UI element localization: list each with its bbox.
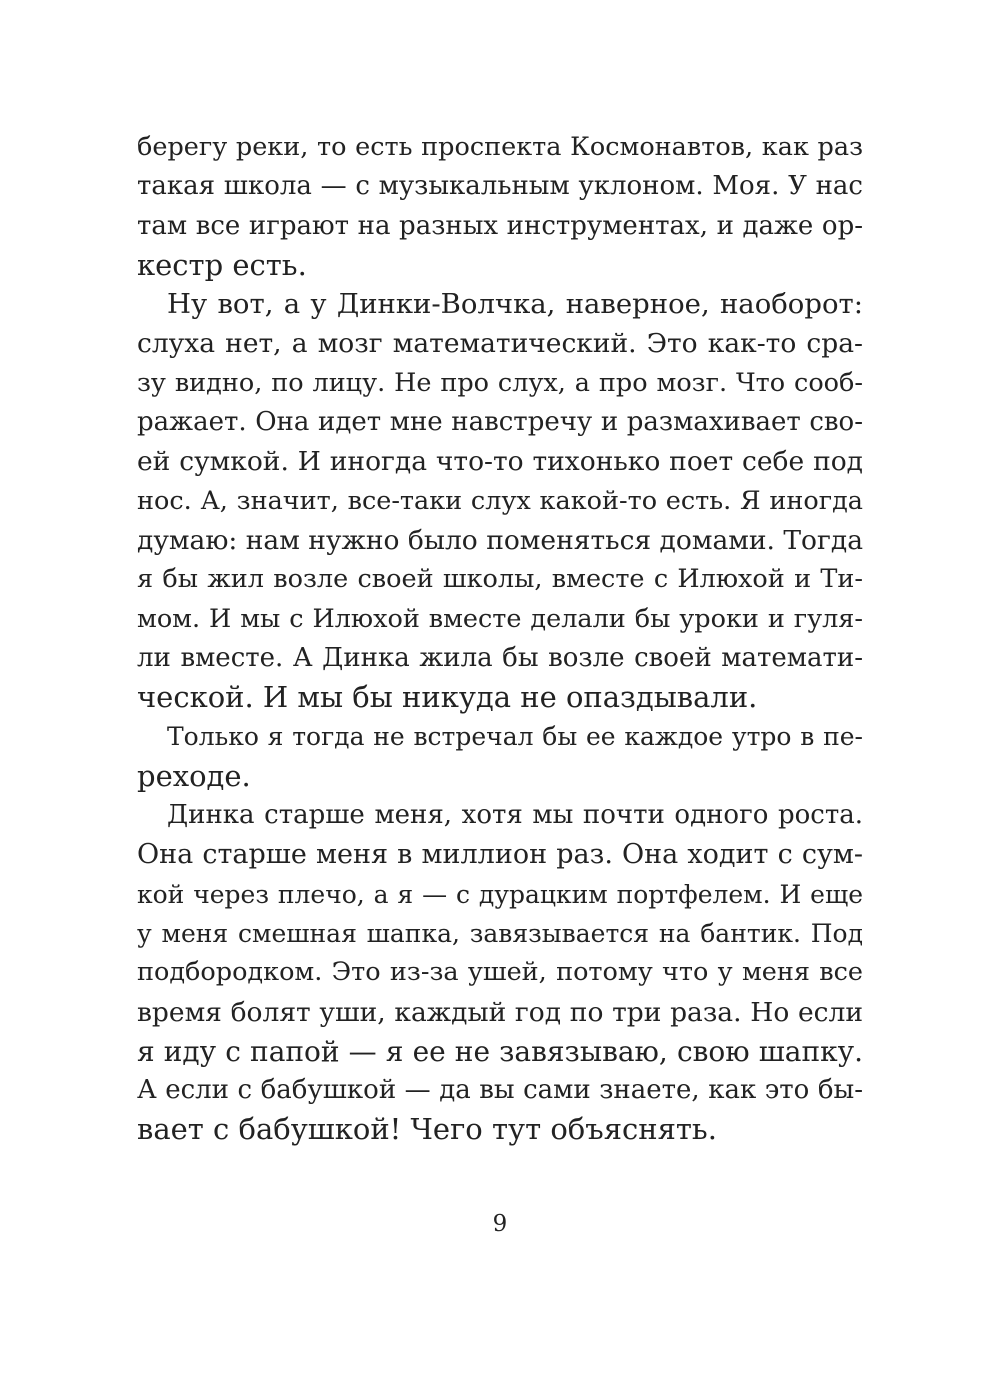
text-line: Только я тогда не встречал бы ее каждое утро в пе-	[167, 722, 863, 752]
text-line: время болят уши, каждый год по три раза. Но если	[137, 996, 863, 1028]
text-line: слуха нет, а мозг математический. Это как-то сра-	[137, 328, 863, 360]
text-line: такая школа — с музыкальным уклоном. Моя. У нас	[137, 171, 863, 202]
body-text	[137, 128, 863, 1150]
text-line: зу видно, по лицу. Не про слух, а про мозг. Что сооб-	[137, 367, 863, 398]
text-line: вает с бабушкой! Чего тут объяснять.	[137, 1112, 717, 1147]
text-line: А если с бабушкой — да вы сами знаете, как это бы-	[137, 1075, 863, 1106]
text-line: реходе.	[137, 758, 251, 793]
text-line: я бы жил возле своей школы, вместе с Илюхой и Ти-	[137, 564, 863, 595]
text-line: берегу реки, то есть проспекта Космонавтов, как раз	[137, 132, 863, 162]
text-line: Динка старше меня, хотя мы почти одного роста.	[167, 800, 863, 831]
text-line: ражает. Она идет мне навстречу и размахивает сво-	[137, 407, 863, 438]
text-line: кой через плечо, а я — с дурацким портфелем. И еще	[137, 879, 863, 909]
page-number: 9	[492, 1211, 508, 1237]
text-line: Она старше меня в миллион раз. Она ходит с сум-	[137, 839, 863, 871]
text-line: там все играют на разных инструментах, и даже ор-	[137, 210, 863, 241]
text-line: подбородком. Это из-за ушей, потому что у меня все	[137, 957, 863, 988]
text-line: у меня смешная шапка, завязывается на бантик. Под	[137, 918, 863, 948]
text-line: ли вместе. А Динка жила бы возле своей математи-	[137, 642, 863, 673]
text-line: кестр есть.	[137, 247, 307, 282]
text-line: ческой. И мы бы никуда не опаздывали.	[137, 680, 758, 715]
text-line: мом. И мы с Илюхой вместе делали бы уроки и гуля-	[137, 603, 863, 634]
text-line: думаю: нам нужно было поменяться домами. Тогда	[137, 524, 863, 556]
text-line: я иду с папой — я ее не завязываю, свою шапку.	[137, 1034, 863, 1068]
text-line: нос. А, значит, все-таки слух какой-то есть. Я иногда	[137, 485, 863, 516]
text-line: ей сумкой. И иногда что-то тихонько поет себе под	[137, 446, 863, 478]
text-line: Ну вот, а у Динки-Волчка, наверное, наоборот:	[167, 288, 863, 321]
